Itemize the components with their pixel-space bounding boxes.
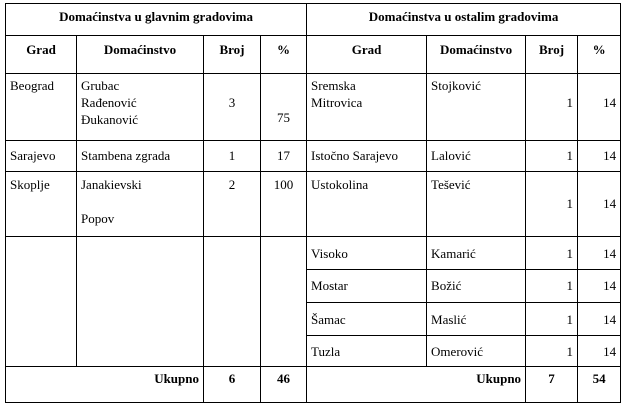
left-broj: 3 bbox=[204, 73, 261, 141]
left-broj: 1 bbox=[204, 141, 261, 172]
spacer bbox=[81, 193, 199, 210]
right-grad: Istočno Sarajevo bbox=[307, 141, 427, 172]
left-empty-cell bbox=[261, 237, 307, 367]
right-grad: Visoko bbox=[307, 237, 427, 270]
right-broj: 1 bbox=[526, 141, 578, 172]
households-table bbox=[5, 3, 621, 403]
left-total-pct: 46 bbox=[261, 367, 307, 403]
right-pct: 14 bbox=[578, 237, 621, 270]
right-domacinstvo: Omerović bbox=[427, 336, 526, 367]
right-grad bbox=[307, 73, 427, 141]
left-grad: Sarajevo bbox=[6, 141, 77, 172]
left-pct: 100 bbox=[261, 171, 307, 236]
col-header-pct: % bbox=[261, 35, 307, 73]
table-row bbox=[6, 141, 621, 172]
left-pct: 75 bbox=[261, 73, 307, 141]
right-grad: Ustokolina bbox=[307, 171, 427, 236]
right-pct: 14 bbox=[578, 73, 621, 141]
right-total-pct: 54 bbox=[578, 367, 621, 403]
right-domacinstvo: Božić bbox=[427, 269, 526, 302]
right-total-broj: 7 bbox=[526, 367, 578, 403]
household-name: Popov bbox=[81, 210, 115, 226]
household-name: Janakievski bbox=[81, 176, 142, 192]
right-broj: 1 bbox=[526, 73, 578, 141]
right-broj: 1 bbox=[526, 269, 578, 302]
left-domacinstvo: Stambena zgrada bbox=[77, 141, 204, 172]
right-broj: 1 bbox=[526, 302, 578, 336]
household-name: Rađenović bbox=[81, 94, 137, 110]
col-header-broj-right: Broj bbox=[526, 35, 578, 73]
col-header-grad-right: Grad bbox=[307, 35, 427, 73]
totals-row bbox=[6, 367, 621, 403]
right-group-header: Domaćinstva u ostalim gradovima bbox=[307, 4, 621, 36]
left-empty-cell bbox=[6, 237, 77, 367]
right-domacinstvo: Kamarić bbox=[427, 237, 526, 270]
left-total-broj: 6 bbox=[204, 367, 261, 403]
col-header-domacinstvo: Domaćinstvo bbox=[77, 35, 204, 73]
right-broj: 1 bbox=[526, 336, 578, 367]
right-pct: 14 bbox=[578, 302, 621, 336]
col-header-grad: Grad bbox=[6, 35, 77, 73]
right-grad: Šamac bbox=[307, 302, 427, 336]
city-name: Mitrovica bbox=[311, 94, 363, 110]
right-total-label: Ukupno bbox=[307, 367, 526, 403]
right-domacinstvo: Maslić bbox=[427, 302, 526, 336]
column-header-row bbox=[6, 35, 621, 73]
right-grad: Tuzla bbox=[307, 336, 427, 367]
right-pct: 14 bbox=[578, 336, 621, 367]
right-broj: 1 bbox=[526, 237, 578, 270]
right-pct: 14 bbox=[578, 141, 621, 172]
left-broj: 2 bbox=[204, 171, 261, 236]
city-name: Sremska bbox=[311, 77, 356, 93]
left-grad: Beograd bbox=[6, 73, 77, 141]
left-domacinstvo bbox=[77, 73, 204, 141]
table-row bbox=[6, 73, 621, 141]
left-domacinstvo bbox=[77, 171, 204, 236]
household-name: Đukanović bbox=[81, 111, 139, 127]
left-pct: 17 bbox=[261, 141, 307, 172]
household-name: Grubac bbox=[81, 77, 120, 93]
left-grad: Skoplje bbox=[6, 171, 77, 236]
left-empty-cell bbox=[204, 237, 261, 367]
right-pct: 14 bbox=[578, 269, 621, 302]
table-row bbox=[6, 171, 621, 236]
right-pct: 14 bbox=[578, 171, 621, 236]
col-header-broj: Broj bbox=[204, 35, 261, 73]
col-header-pct-right: % bbox=[578, 35, 621, 73]
right-domacinstvo: Stojković bbox=[427, 73, 526, 141]
left-total-label: Ukupno bbox=[6, 367, 204, 403]
right-broj: 1 bbox=[526, 171, 578, 236]
left-group-header: Domaćinstva u glavnim gradovima bbox=[6, 4, 307, 36]
col-header-domacinstvo-right: Domaćinstvo bbox=[427, 35, 526, 73]
group-header-row bbox=[6, 4, 621, 36]
table-row bbox=[6, 237, 621, 270]
right-grad: Mostar bbox=[307, 269, 427, 302]
right-domacinstvo: Lalović bbox=[427, 141, 526, 172]
right-domacinstvo: Tešević bbox=[427, 171, 526, 236]
left-empty-cell bbox=[77, 237, 204, 367]
